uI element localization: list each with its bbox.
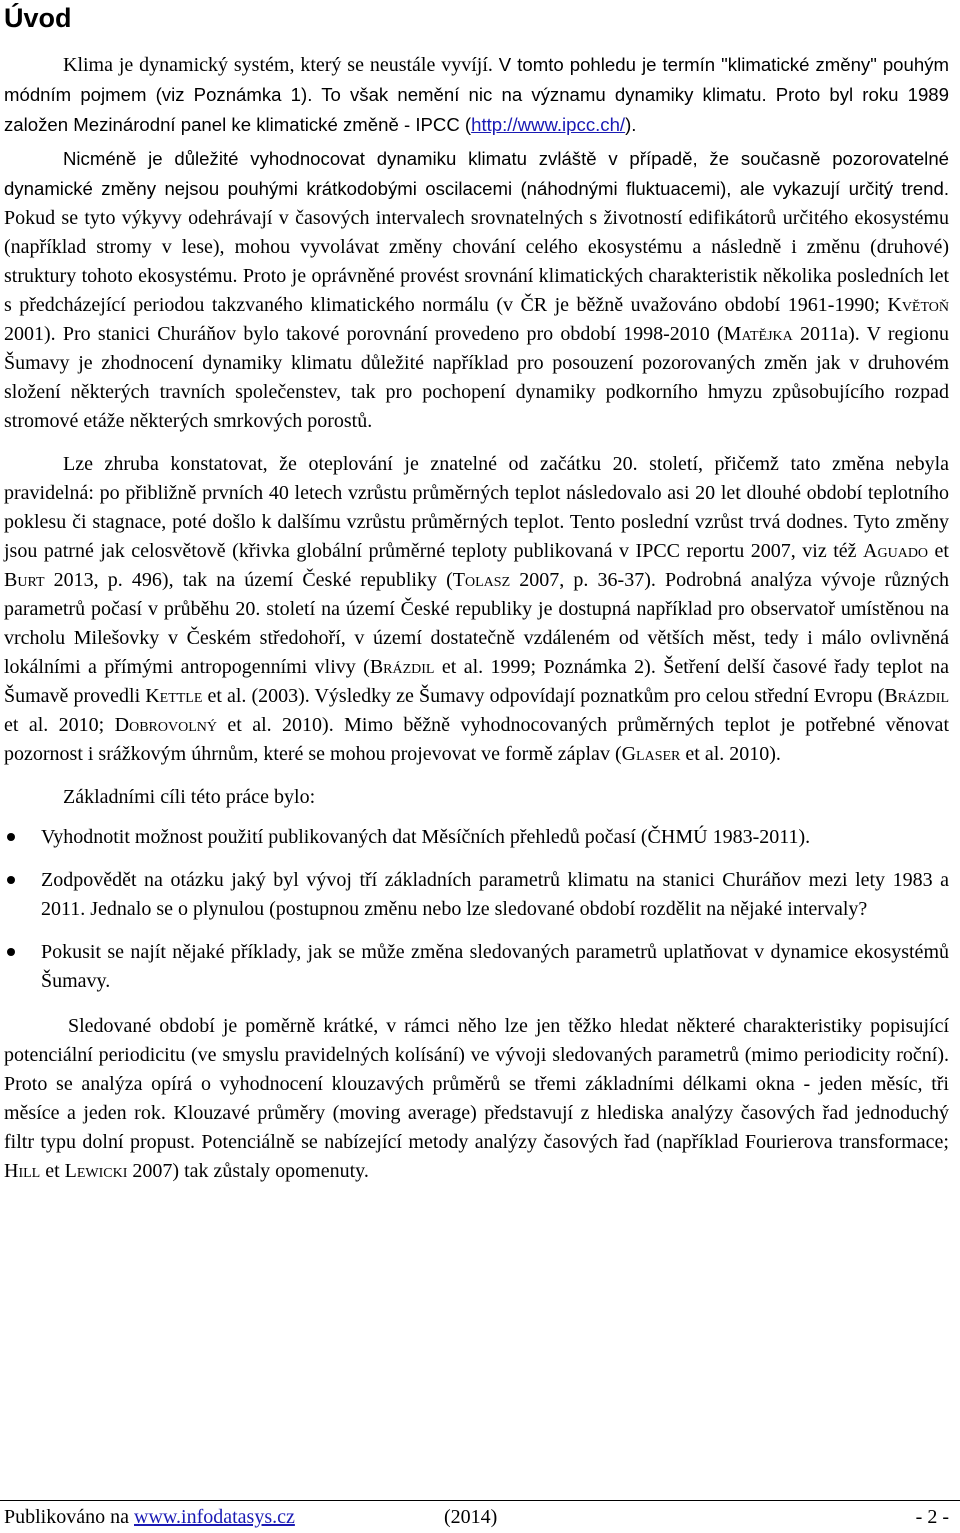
footer-site-link[interactable]: www.infodatasys.cz: [134, 1506, 295, 1528]
methods-paragraph: [4, 1012, 949, 1186]
warming-text-2: et: [928, 540, 949, 562]
bullet-icon: [7, 876, 15, 884]
citation-author: Brázdil: [884, 685, 949, 707]
warming-text-3: 2013, p. 496), tak na území České republiky (: [44, 569, 453, 591]
intro-text-end: ).: [625, 114, 637, 135]
goals-intro: [4, 783, 949, 812]
goals-list: [4, 823, 949, 996]
list-item: [4, 866, 949, 924]
intro-paragraph: [4, 50, 949, 140]
dynamics-text-3: 2011a). V regionu Šumavy je zhodnocení dynamiky klimatu důležité například pro posouzení pozorovaných změn jak v druhovém složení některých travních společenstev, tak pro pochopení dynamiky podkorního hmyzu způsobujícího rozpad stromové etáže některých smrkových porostů.: [4, 323, 949, 432]
warming-text-5: et al. 1999; Poznámka 2). Šetření delší časové řady teplot na Šumavě provedli: [4, 656, 949, 707]
bullet-icon: [7, 948, 15, 956]
citation-author: Lewicki: [64, 1160, 128, 1182]
intro-text-sans: V tomto pohledu je termín "klimatické změny" pouhým módním pojmem (viz Poznámka 1). To však nemění nic na významu dynamiky klimatu. Proto byl roku 1989 založen Mezinárodní panel ke klimatické změně - IPCC (: [4, 54, 949, 135]
methods-text-2: et: [40, 1160, 65, 1182]
document-body: [4, 50, 949, 1186]
warming-paragraph: [4, 450, 949, 769]
footer-divider: [0, 1500, 960, 1501]
citation-author: Dobrovolný: [114, 714, 217, 736]
page-number: - 2 -: [915, 1506, 949, 1528]
methods-text-1: Sledované období je poměrně krátké, v rámci něho lze jen těžko hledat některé charakteristiky popisující potenciální periodicitu (ve smyslu pravidelných kolísání) ve vývoji sledovaných parametrů (mimo periodicity roční). Proto se analýza opírá o vyhodnocení klouzavých průměrů se třemi základními délkami okna - jeden měsíc, tři měsíce a jeden rok. Klouzavé průměry (moving average) představují z hlediska analýzy časových řad jednoduchý filtr typu dolní propust. Potenciálně se nabízející metody analýzy časových řad (například Fourierova transformace;: [4, 1015, 949, 1153]
intro-sentence-1: Klima je dynamický systém, který se neustále vyvíjí.: [63, 54, 493, 76]
warming-text-6: et al. (2003). Výsledky ze Šumavy odpovídají poznatkům pro celou střední Evropu (: [202, 685, 885, 707]
warming-text-1: Lze zhruba konstatovat, že oteplování je znatelné od začátku 20. století, přičemž tato změna nebyla pravidelná: po přibližně prvních 40 letech vzrůstu průměrných teplot následovalo asi 20 let dlouhé období teplotního poklesu či stagnace, poté došlo k dalšímu vzrůstu průměrných teplot. Tento poslední vzrůst trvá dodnes. Tyto změny jsou patrné jak celosvětově (křivka globální průměrné teploty publikovaná v IPCC reportu 2007, viz též: [4, 453, 949, 562]
citation-author: Hill: [4, 1160, 41, 1182]
warming-text-7: et al. 2010;: [4, 714, 115, 736]
bullet-icon: [7, 833, 15, 841]
citation-author: Burt: [4, 569, 45, 591]
methods-text-3: 2007) tak zůstaly opomenuty.: [127, 1160, 369, 1182]
goal-text: Vyhodnotit možnost použití publikovaných dat Měsíčních přehledů počasí (ČHMÚ 1983-2011).: [41, 826, 811, 848]
dynamics-text-2: 2001). Pro stanici Churáňov bylo takové porovnání provedeno pro období 1998-2010 (: [4, 323, 724, 345]
list-item: [4, 938, 949, 996]
citation-author: Květoň: [887, 294, 949, 316]
warming-text-9: et al. 2010).: [680, 743, 781, 765]
page-footer: [4, 1503, 949, 1532]
citation-author: Tolasz: [452, 569, 511, 591]
footer-year: (2014): [444, 1506, 498, 1528]
warming-text-8: et al. 2010). Mimo běžně vyhodnocovaných průměrných teplot je potřebné věnovat pozornost i srážkovým úhrnům, které se mohou projevovat ve formě záplav (: [4, 714, 949, 765]
citation-author: Kettle: [145, 685, 203, 707]
footer-prefix: Publikováno na: [4, 1506, 134, 1528]
dynamics-text-sans: Nicméně je důležité vyhodnocovat dynamiku klimatu zvláště v případě, že současně pozorovatelné dynamické změny nejsou pouhými krátkodobými oscilacemi (náhodnými fluktuacemi), ale vykazují určitý trend.: [4, 148, 949, 199]
page-heading: Úvod: [4, 3, 72, 33]
goals-intro-text: Základními cíli této práce bylo:: [63, 786, 316, 808]
ipcc-link[interactable]: http://www.ipcc.ch/: [471, 114, 626, 135]
citation-author: Glaser: [621, 743, 681, 765]
dynamics-paragraph: [4, 144, 949, 436]
citation-author: Aguado: [863, 540, 929, 562]
dynamics-text-1: Pokud se tyto výkyvy odehrávají v časových intervalech srovnatelných s životností edifikátorů určitého ekosystému (například stromy v lese), mohou vyvolávat změny chování celého ekosystému a následně i změnu (druhové) struktury tohoto ekosystému. Proto je oprávněné provést srovnání klimatických charakteristik několika posledních let s předcházející periodou takzvaného klimatického normálu (v ČR je běžně uvažováno období 1961-1990;: [4, 207, 949, 316]
citation-author: Matějka: [723, 323, 793, 345]
warming-text-4: 2007, p. 36-37). Podrobná analýza vývoje různých parametrů počasí v průběhu 20. století na území České republiky je dostupná například pro observatoř umístěnou na vrcholu Milešovky v Českém středohoří, v území dostatečně vzdáleném od větších měst, tedy i málo ovlivněná lokálními a přímými antropogenními vlivy (: [4, 569, 949, 678]
list-item: [4, 823, 949, 852]
citation-author: Brázdil: [369, 656, 435, 678]
goal-text: Zodpovědět na otázku jaký byl vývoj tří základních parametrů klimatu na stanici Churáňov mezi lety 1983 a 2011. Jednalo se o plynulou (postupnou změnu nebo lze sledované období rozdělit na nějaké intervaly?: [41, 869, 949, 920]
goal-text: Pokusit se najít nějaké příklady, jak se může změna sledovaných parametrů uplatňovat v dynamice ekosystémů Šumavy.: [41, 941, 949, 992]
